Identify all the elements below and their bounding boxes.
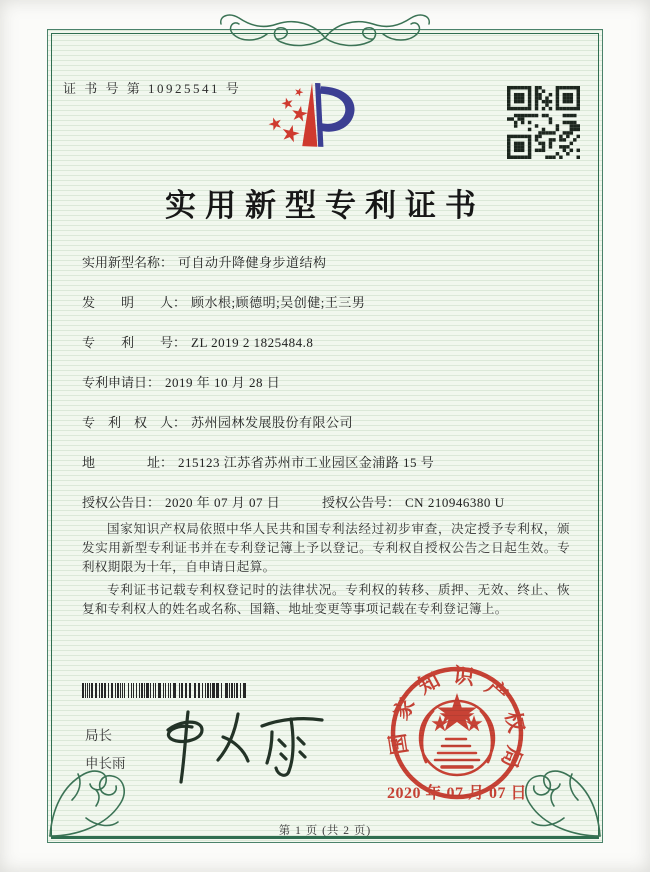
field-value: 2019 年 10 月 28 日	[165, 375, 281, 390]
field-value: 可自动升降健身步道结构	[178, 255, 327, 270]
certificate-number: 证 书 号 第 10925541 号	[63, 81, 242, 96]
field-label: 实用新型名称：	[82, 255, 174, 270]
cnipa-patent-logo-icon	[264, 74, 370, 158]
field-application-date	[82, 376, 574, 390]
director-name: 申长雨	[85, 756, 126, 771]
field-list	[82, 256, 574, 536]
field-inventors	[82, 296, 574, 310]
barcode	[82, 683, 250, 698]
director-signature	[150, 704, 340, 794]
field-label: 专利申请日：	[82, 375, 161, 390]
legal-paragraph-1: 国家知识产权局依照中华人民共和国专利法经过初步审查，决定授予专利权，颁发实用新型专利证书并在专利登记簿上予以登记。专利权自授权公告之日起生效。专利权期限为十年，自申请日起算。	[82, 522, 570, 574]
field-label: 授权公告日：	[82, 495, 161, 510]
field-label: 专 利 权 人：	[82, 415, 187, 430]
field-label: 地 址：	[82, 455, 174, 470]
director-title: 局长	[85, 728, 112, 743]
field-utility-model-name	[82, 256, 574, 270]
seal-date: 2020 年 07 月 07 日	[386, 785, 528, 802]
field-label: 专 利 号：	[82, 335, 187, 350]
official-seal	[372, 650, 542, 826]
page-number: 第 1 页 (共 2 页)	[278, 825, 372, 837]
field-label: 发 明 人：	[82, 295, 187, 310]
field-value: 2020 年 07 月 07 日	[165, 495, 281, 510]
grant-date	[82, 495, 280, 510]
seal-text: 国家知识产权局	[385, 663, 529, 772]
field-patentee	[82, 416, 574, 430]
field-patent-number	[82, 336, 574, 350]
field-value: CN 210946380 U	[405, 495, 505, 510]
field-value: ZL 2019 2 1825484.8	[191, 335, 314, 350]
director-block	[85, 729, 126, 771]
field-value: 苏州园林发展股份有限公司	[191, 415, 354, 430]
legal-paragraph-2: 专利证书记载专利权登记时的法律状况。专利权的转移、质押、无效、终止、恢复和专利权人的姓名或名称、国籍、地址变更等事项记载在专利登记簿上。	[82, 583, 570, 616]
certificate-title: 实用新型专利证书	[165, 188, 485, 223]
national-emblem-icon	[420, 701, 494, 775]
legal-text	[82, 520, 570, 623]
field-label: 授权公告号：	[322, 495, 401, 510]
qr-code	[507, 86, 580, 159]
field-value: 顾水根;顾德明;吴创健;王三男	[191, 295, 366, 310]
grant-number	[322, 496, 504, 510]
field-value: 215123 江苏省苏州市工业园区金浦路 15 号	[178, 455, 435, 470]
field-address	[82, 456, 574, 470]
field-grant-row	[82, 496, 574, 510]
